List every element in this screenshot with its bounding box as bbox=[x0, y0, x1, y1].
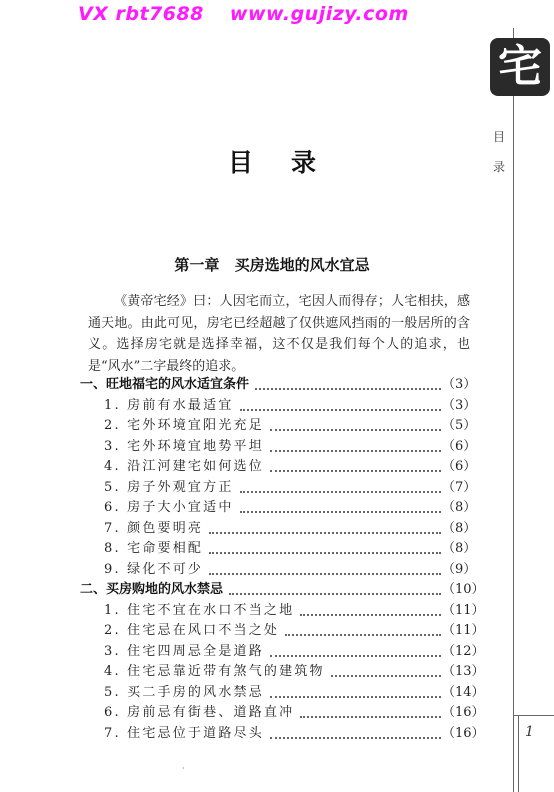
toc-item-page: （6） bbox=[442, 459, 477, 474]
watermark-right: www.gujizy.com bbox=[229, 3, 409, 25]
toc-item-title: 6. 房子大小宜适中 bbox=[104, 500, 234, 515]
toc-item-page: （13） bbox=[442, 664, 485, 679]
toc-item-page: （5） bbox=[442, 418, 477, 433]
toc-item-title: 7. 颜色要明亮 bbox=[104, 520, 204, 536]
toc-leader-dots bbox=[255, 388, 441, 390]
toc-leader-dots bbox=[240, 511, 441, 513]
toc-item-title: 4. 住宅忌靠近带有煞气的建筑物 bbox=[104, 664, 325, 679]
toc-section-title: 一、旺地福宅的风水适宜条件 bbox=[80, 377, 250, 392]
page-title: 目录 bbox=[228, 148, 355, 177]
toc-item-title: 9. 绿化不可少 bbox=[104, 561, 204, 577]
toc-leader-dots bbox=[270, 470, 441, 472]
toc-section-page: （3） bbox=[442, 377, 477, 392]
toc-item-title: 8. 宅命要相配 bbox=[104, 541, 204, 556]
side-tab-label bbox=[492, 122, 506, 182]
toc-item-title: 2. 宅外环境宜阳光充足 bbox=[104, 418, 264, 433]
toc-item-page: （9） bbox=[442, 561, 477, 577]
toc-leader-dots bbox=[300, 614, 441, 616]
toc-item-page: （11） bbox=[442, 602, 485, 618]
toc-item-title: 1. 房前有水最适宜 bbox=[104, 397, 234, 413]
toc-item-title: 3. 住宅四周忌全是道路 bbox=[104, 643, 264, 659]
page-number: 1 bbox=[525, 724, 534, 740]
toc-item-page: （11） bbox=[442, 623, 485, 638]
toc-item-title: 3. 宅外环境宜地势平坦 bbox=[104, 438, 264, 454]
toc-item-title: 5. 房子外观宜方正 bbox=[104, 479, 234, 495]
toc-item-title: 5. 买二手房的风水禁忌 bbox=[104, 684, 264, 700]
toc-item-page: （6） bbox=[442, 438, 477, 454]
watermark-left: VX rbt7688 bbox=[78, 3, 204, 25]
toc-leader-dots bbox=[331, 675, 441, 677]
toc-leader-dots bbox=[209, 573, 441, 575]
toc-leader-dots bbox=[270, 737, 441, 739]
toc-section-title: 二、买房购地的风水禁忌 bbox=[80, 582, 224, 597]
toc-item-page: （14） bbox=[442, 684, 485, 700]
toc-item-page: （8） bbox=[442, 541, 477, 556]
toc-item-title: 2. 住宅忌在风口不当之处 bbox=[104, 623, 280, 638]
toc-leader-dots bbox=[285, 634, 441, 636]
toc-leader-dots bbox=[270, 696, 441, 698]
toc-leader-dots bbox=[270, 429, 441, 431]
toc-leader-dots bbox=[240, 409, 441, 411]
toc-item-title: 7. 住宅忌位于道路尽头 bbox=[104, 725, 264, 741]
chapter-title: 第一章 买房选地的风水宜忌 bbox=[174, 256, 370, 274]
toc-item-page: （16） bbox=[442, 725, 485, 741]
toc-leader-dots bbox=[300, 716, 441, 718]
toc-item-title: 1. 住宅不宜在水口不当之地 bbox=[104, 602, 295, 618]
folio-rule bbox=[518, 715, 519, 792]
badge-glyph: 宅 bbox=[498, 41, 542, 92]
folio-divider bbox=[513, 715, 554, 716]
toc-item-page: （8） bbox=[442, 500, 477, 515]
side-tab-char: 录 bbox=[492, 160, 505, 174]
toc-item-title: 6. 房前忌有街巷、道路直冲 bbox=[104, 705, 295, 720]
toc-item-title: 4. 沿江河建宅如何选位 bbox=[104, 459, 264, 474]
toc-item-page: （8） bbox=[442, 520, 477, 536]
toc-item-page: （16） bbox=[442, 705, 485, 720]
section-badge-icon bbox=[490, 38, 550, 96]
toc-section-page: （10） bbox=[442, 582, 485, 597]
bottom-mark: · bbox=[182, 764, 185, 773]
toc-leader-dots bbox=[270, 655, 441, 657]
toc-item-page: （12） bbox=[442, 643, 485, 659]
intro-paragraph: 《黄帝宅经》曰：人因宅而立，宅因人而得存；人宅相扶，感通天地。由此可见，房宅已经超越了仅供遮风挡雨的一般居所的含义。选择房宅就是选择幸福，这不仅是我们每个人的追求，也是“风水”二字最终的追求。 bbox=[88, 294, 470, 374]
toc-item-page: （7） bbox=[442, 479, 477, 495]
margin-rule bbox=[513, 28, 514, 792]
toc-leader-dots bbox=[209, 532, 441, 534]
side-tab-char: 目 bbox=[492, 130, 505, 144]
toc-item-page: （3） bbox=[442, 397, 477, 413]
toc-leader-dots bbox=[229, 593, 441, 595]
toc-leader-dots bbox=[209, 552, 441, 554]
watermark-text bbox=[78, 3, 409, 25]
toc-leader-dots bbox=[270, 450, 441, 452]
toc-leader-dots bbox=[240, 491, 441, 493]
